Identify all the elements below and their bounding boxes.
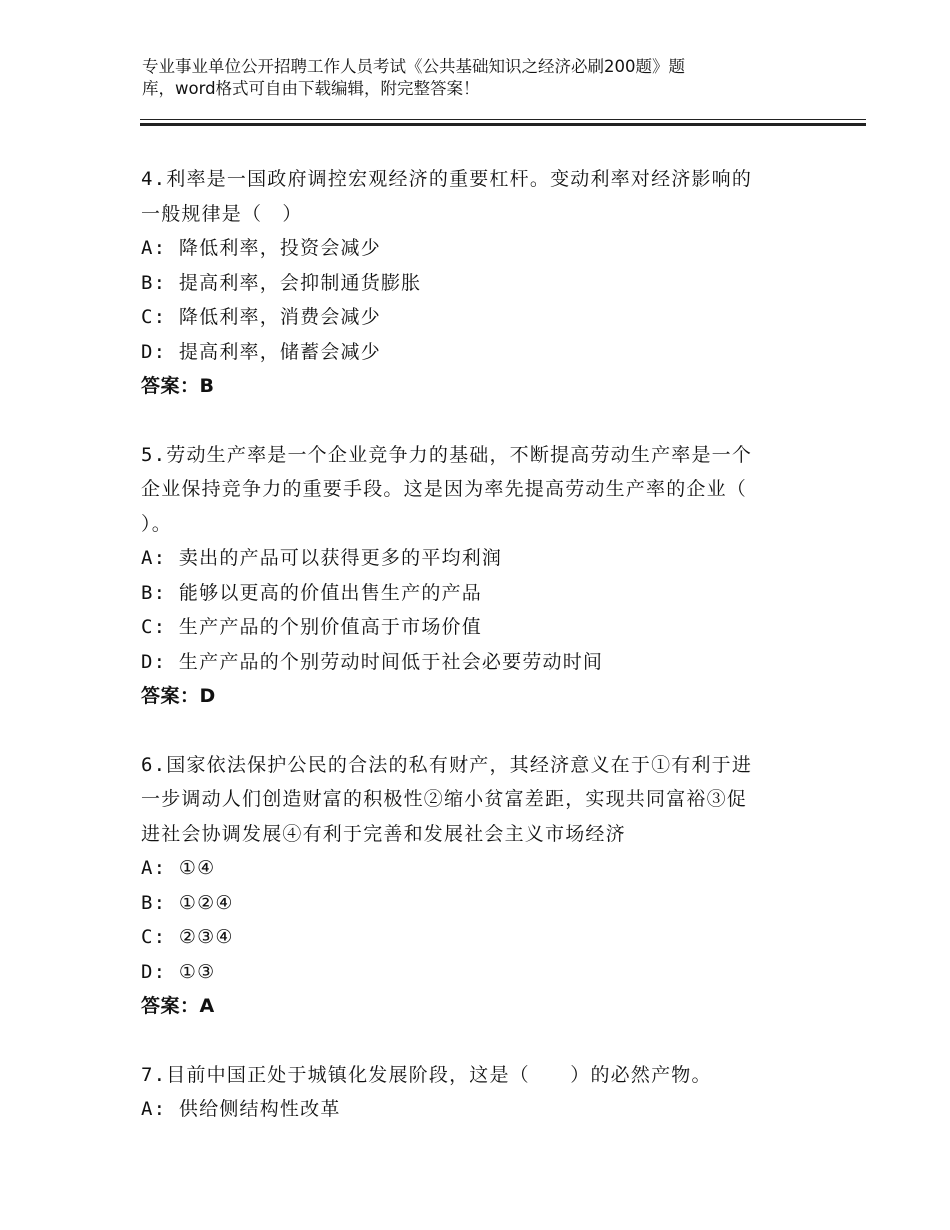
option-d: D: ①③ bbox=[141, 960, 216, 983]
header-divider-thick bbox=[140, 123, 866, 126]
question-4 bbox=[141, 162, 831, 404]
question-text-line: 5.劳动生产率是一个企业竞争力的基础，不断提高劳动生产率是一个 bbox=[141, 443, 753, 466]
header-line-2: 库，word格式可自由下载编辑，附完整答案！ bbox=[142, 79, 480, 98]
option-d: D: 生产产品的个别劳动时间低于社会必要劳动时间 bbox=[141, 650, 604, 673]
answer-label: 答案：D bbox=[141, 685, 216, 707]
header-line-1: 专业事业单位公开招聘工作人员考试《公共基础知识之经济必刷200题》题 bbox=[142, 57, 685, 76]
spacer bbox=[141, 404, 831, 438]
header-divider-thin bbox=[140, 119, 866, 120]
option-c: C: 降低利率，消费会减少 bbox=[141, 306, 381, 328]
question-7 bbox=[141, 1058, 831, 1127]
option-b: B: 能够以更高的价值出售生产的产品 bbox=[141, 581, 482, 604]
spacer bbox=[141, 1024, 831, 1058]
option-b: B: ①②④ bbox=[141, 891, 234, 914]
option-d: D: 提高利率，储蓄会减少 bbox=[141, 340, 381, 363]
question-text-line: 4.利率是一国政府调控宏观经济的重要杠杆。变动利率对经济影响的 bbox=[141, 168, 753, 190]
option-a: A: 降低利率，投资会减少 bbox=[141, 237, 381, 259]
answer-label: 答案：A bbox=[141, 995, 215, 1017]
option-a: A: 供给侧结构性改革 bbox=[141, 1098, 341, 1120]
question-6 bbox=[141, 748, 831, 1024]
question-text-line: 进社会协调发展④有利于完善和发展社会主义市场经济 bbox=[141, 822, 626, 845]
option-c: C: 生产产品的个别价值高于市场价值 bbox=[141, 616, 482, 638]
question-text-line: 企业保持竞争力的重要手段。这是因为率先提高劳动生产率的企业（ bbox=[141, 478, 748, 500]
question-5 bbox=[141, 438, 831, 714]
spacer bbox=[141, 714, 831, 748]
question-text-line: 6.国家依法保护公民的合法的私有财产，其经济意义在于①有利于进 bbox=[141, 753, 753, 776]
option-b: B: 提高利率，会抑制通货膨胀 bbox=[141, 271, 422, 294]
option-a: A: ①④ bbox=[141, 857, 216, 879]
question-list bbox=[141, 162, 831, 1127]
question-text-line: 一步调动人们创造财富的积极性②缩小贫富差距，实现共同富裕③促 bbox=[141, 788, 748, 810]
option-a: A: 卖出的产品可以获得更多的平均利润 bbox=[141, 547, 503, 569]
question-text-line: 7.目前中国正处于城镇化发展阶段，这是（ ）的必然产物。 bbox=[141, 1063, 712, 1086]
question-text-line: 一般规律是（ ） bbox=[141, 202, 303, 225]
answer-label: 答案：B bbox=[141, 375, 215, 397]
question-text-line: ）。 bbox=[141, 512, 172, 535]
document-header bbox=[142, 56, 782, 100]
option-c: C: ②③④ bbox=[141, 926, 234, 948]
